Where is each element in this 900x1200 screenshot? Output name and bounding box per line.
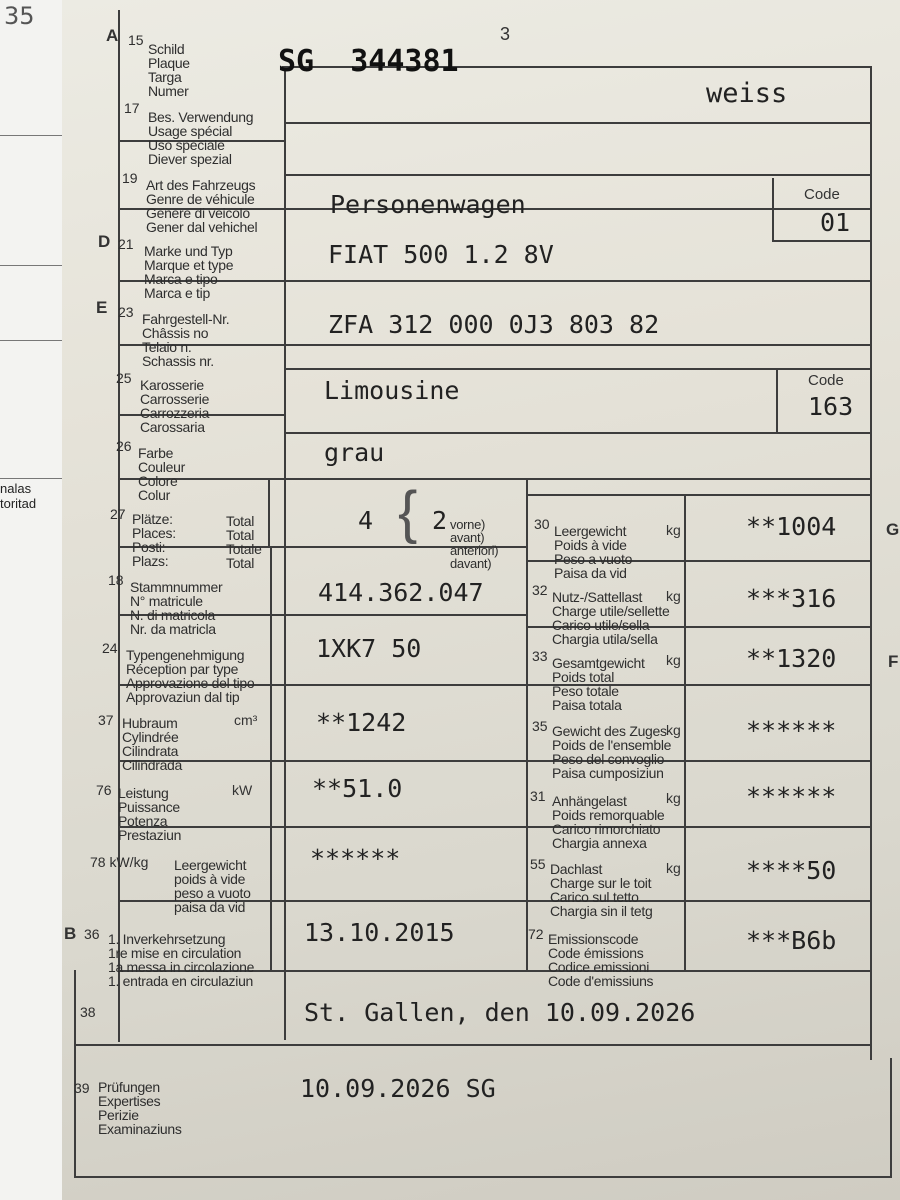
vehicle-type-label: Art des Fahrzeugs Genre de véhicule Genere di veicolo Gener dal vehichel xyxy=(146,177,258,235)
type-approval-label: Typengenehmigung Réception par type Approvazione del tipo Approvaziun dal tip xyxy=(126,647,255,705)
frame-right-line-bottom xyxy=(890,1058,892,1178)
row-line xyxy=(284,122,870,124)
field-number-21: 21 xyxy=(118,236,134,252)
field-number-37: 37 xyxy=(98,712,114,728)
field-number-39: 39 xyxy=(74,1080,90,1096)
displacement-unit: cm³ xyxy=(234,712,258,728)
first-registration-value: 13.10.2015 xyxy=(304,918,455,947)
field-number-55: 55 xyxy=(530,856,546,872)
field-number-19: 19 xyxy=(122,170,138,186)
field-number-32: 32 xyxy=(532,582,548,598)
train-weight-unit: kg xyxy=(666,722,681,738)
code-box-line xyxy=(772,240,870,242)
plate-color: weiss xyxy=(706,78,788,109)
row-line xyxy=(284,174,870,176)
inspections-label: Prüfungen Expertises Perizie Examinaziuns xyxy=(98,1079,182,1137)
seats-front-label: vorne) avant) anteriori) davant) xyxy=(450,517,499,571)
frame-bottom-line xyxy=(74,1176,892,1178)
field-number-76: 76 xyxy=(96,782,112,798)
trailer-load-unit: kg xyxy=(666,790,681,806)
left-page-number: 35 xyxy=(4,2,35,30)
field-number-36: 36 xyxy=(84,926,100,942)
field-number-35: 35 xyxy=(532,718,548,734)
total-weight-value: **1320 xyxy=(746,644,837,673)
row-line xyxy=(284,368,870,370)
total-weight-unit: kg xyxy=(666,652,681,668)
row-line xyxy=(118,760,870,762)
payload-label: Nutz-/Sattellast Charge utile/sellette Carico utile/sella Chargia utila/sella xyxy=(552,589,670,647)
section-letter-e: E xyxy=(96,298,108,317)
col-line xyxy=(268,478,270,546)
displacement-label: Hubraum Cylindrée Cilindrata Cilindrada xyxy=(122,715,183,773)
roof-load-value: ****50 xyxy=(746,856,837,885)
seats-label: Plätze: Places: Posti: Plazs: xyxy=(132,511,176,569)
make-model-label: Marke und Typ Marque et type Marca e tipo Marca e tip xyxy=(144,243,234,301)
field-number-33: 33 xyxy=(532,648,548,664)
field-number-25: 25 xyxy=(116,370,132,386)
special-use-label: Bes. Verwendung Usage spécial Uso speciale Diever spezial xyxy=(148,109,254,167)
registration-document-page xyxy=(62,0,900,1200)
field-number-78: 78 kW/kg xyxy=(90,854,149,870)
total-weight-label: Gesamtgewicht Poids total Peso totale Paisa totala xyxy=(552,655,645,713)
displacement-value: **1242 xyxy=(316,708,407,737)
row-line xyxy=(118,478,870,480)
sheet-number: 3 xyxy=(500,24,511,44)
emission-code-value: ***B6b xyxy=(746,926,837,955)
roof-load-label: Dachlast Charge sur le toit Carico sul tetto Chargia sin il tetg xyxy=(550,861,653,919)
field-number-30: 30 xyxy=(534,516,550,532)
empty-weight-value: **1004 xyxy=(746,512,837,541)
section-letter-a: A xyxy=(106,26,119,45)
color-value: grau xyxy=(324,438,385,467)
section-letter-d: D xyxy=(98,232,111,251)
field-number-38: 38 xyxy=(80,1004,96,1020)
code-box-line xyxy=(776,368,778,432)
frame-left-line-bottom xyxy=(74,970,76,1176)
chassis-label: Fahrgestell-Nr. Châssis no Telaio n. Schassis nr. xyxy=(142,311,230,369)
body-label: Karosserie Carrosserie Carrozzeria Carossaria xyxy=(140,377,210,435)
power-label: Leistung Puissance Potenza Prestaziun xyxy=(118,785,182,843)
field-number-31: 31 xyxy=(530,788,546,804)
field-number-18: 18 xyxy=(108,572,124,588)
body-code-label: Code xyxy=(808,372,844,389)
left-page-rule xyxy=(0,478,62,479)
train-weight-label: Gewicht des Zuges Poids de l'ensemble Peso del convoglio Paisa cumposiziun xyxy=(552,723,672,781)
frame-right-line xyxy=(870,66,872,1060)
row-line xyxy=(118,826,870,828)
plate-label: Schild Plaque Targa Numer xyxy=(148,41,190,99)
field-number-24: 24 xyxy=(102,640,118,656)
field-number-17: 17 xyxy=(124,100,140,116)
seats-total-label: Total Total Totale Total xyxy=(226,513,262,571)
section-letter-f: F xyxy=(888,652,899,671)
roof-load-unit: kg xyxy=(666,860,681,876)
payload-value: ***316 xyxy=(746,584,837,613)
left-page-fragment: nalas xyxy=(0,481,32,496)
field-number-15: 15 xyxy=(128,32,144,48)
train-weight-value: ****** xyxy=(746,716,837,745)
trailer-load-label: Anhängelast Poids remorquable Carico rimorchiato Chargia annexa xyxy=(552,793,665,851)
seats-total-value: 4 xyxy=(358,506,374,535)
trailer-load-value: ****** xyxy=(746,782,837,811)
field-number-27: 27 xyxy=(110,506,126,522)
make-model-value: FIAT 500 1.2 8V xyxy=(328,240,554,269)
color-label: Farbe Couleur Colore Colur xyxy=(138,445,185,503)
body-value: Limousine xyxy=(324,376,460,405)
power-weight-label: Leergewicht poids à vide peso a vuoto paisa da vid xyxy=(174,857,251,915)
field-number-23: 23 xyxy=(118,304,134,320)
payload-unit: kg xyxy=(666,588,681,604)
col-line xyxy=(270,546,272,970)
power-value: **51.0 xyxy=(312,774,403,803)
left-page-rule xyxy=(0,135,62,136)
power-unit: kW xyxy=(232,782,253,798)
frame-left-line xyxy=(118,10,120,1042)
type-approval-value: 1XK7 50 xyxy=(316,634,422,663)
first-registration-label: 1. Inverkehrsetzung 1re mise en circulation 1a messa in circolazione 1. entrada en circulaziun xyxy=(108,931,255,989)
section-letter-b: B xyxy=(64,924,77,943)
body-code: 163 xyxy=(808,392,854,421)
empty-weight-label: Leergewicht Poids à vide Peso a vuoto Paisa da vid xyxy=(554,523,633,581)
row-line xyxy=(284,432,870,434)
plate-number: SG 344381 xyxy=(278,44,459,79)
row-line xyxy=(118,344,870,346)
emission-code-label: Emissionscode Code émissions Codice emissioni Code d'emissiuns xyxy=(548,931,654,989)
vehicle-type-code-label: Code xyxy=(804,186,840,203)
middle-column-line xyxy=(526,478,528,970)
inspections-value: 10.09.2026 SG xyxy=(300,1074,496,1103)
chassis-value: ZFA 312 000 0J3 803 82 xyxy=(328,310,660,339)
registry-number-value: 414.362.047 xyxy=(318,578,484,607)
left-page-fragment: toritad xyxy=(0,496,37,511)
field-number-26: 26 xyxy=(116,438,132,454)
row-line xyxy=(74,1044,870,1046)
left-page-edge xyxy=(0,0,63,1200)
empty-weight-unit: kg xyxy=(666,522,681,538)
left-page-rule xyxy=(0,340,62,341)
section-letter-g: G xyxy=(886,520,900,539)
power-weight-value: ****** xyxy=(310,844,401,873)
left-page-rule xyxy=(0,265,62,266)
field-number-72: 72 xyxy=(528,926,544,942)
vehicle-type-code: 01 xyxy=(820,208,851,237)
seats-front-value: 2 xyxy=(432,506,448,535)
issue-place-date-value: St. Gallen, den 10.09.2026 xyxy=(304,998,696,1027)
value-column-line xyxy=(684,494,686,970)
registry-number-label: Stammnummer N° matricule N. di matricola Nr. da matricla xyxy=(130,579,223,637)
brace-glyph: { xyxy=(398,480,418,545)
label-column-line xyxy=(284,140,286,1040)
code-box-line xyxy=(772,178,774,240)
vehicle-type-value: Personenwagen xyxy=(330,190,526,219)
